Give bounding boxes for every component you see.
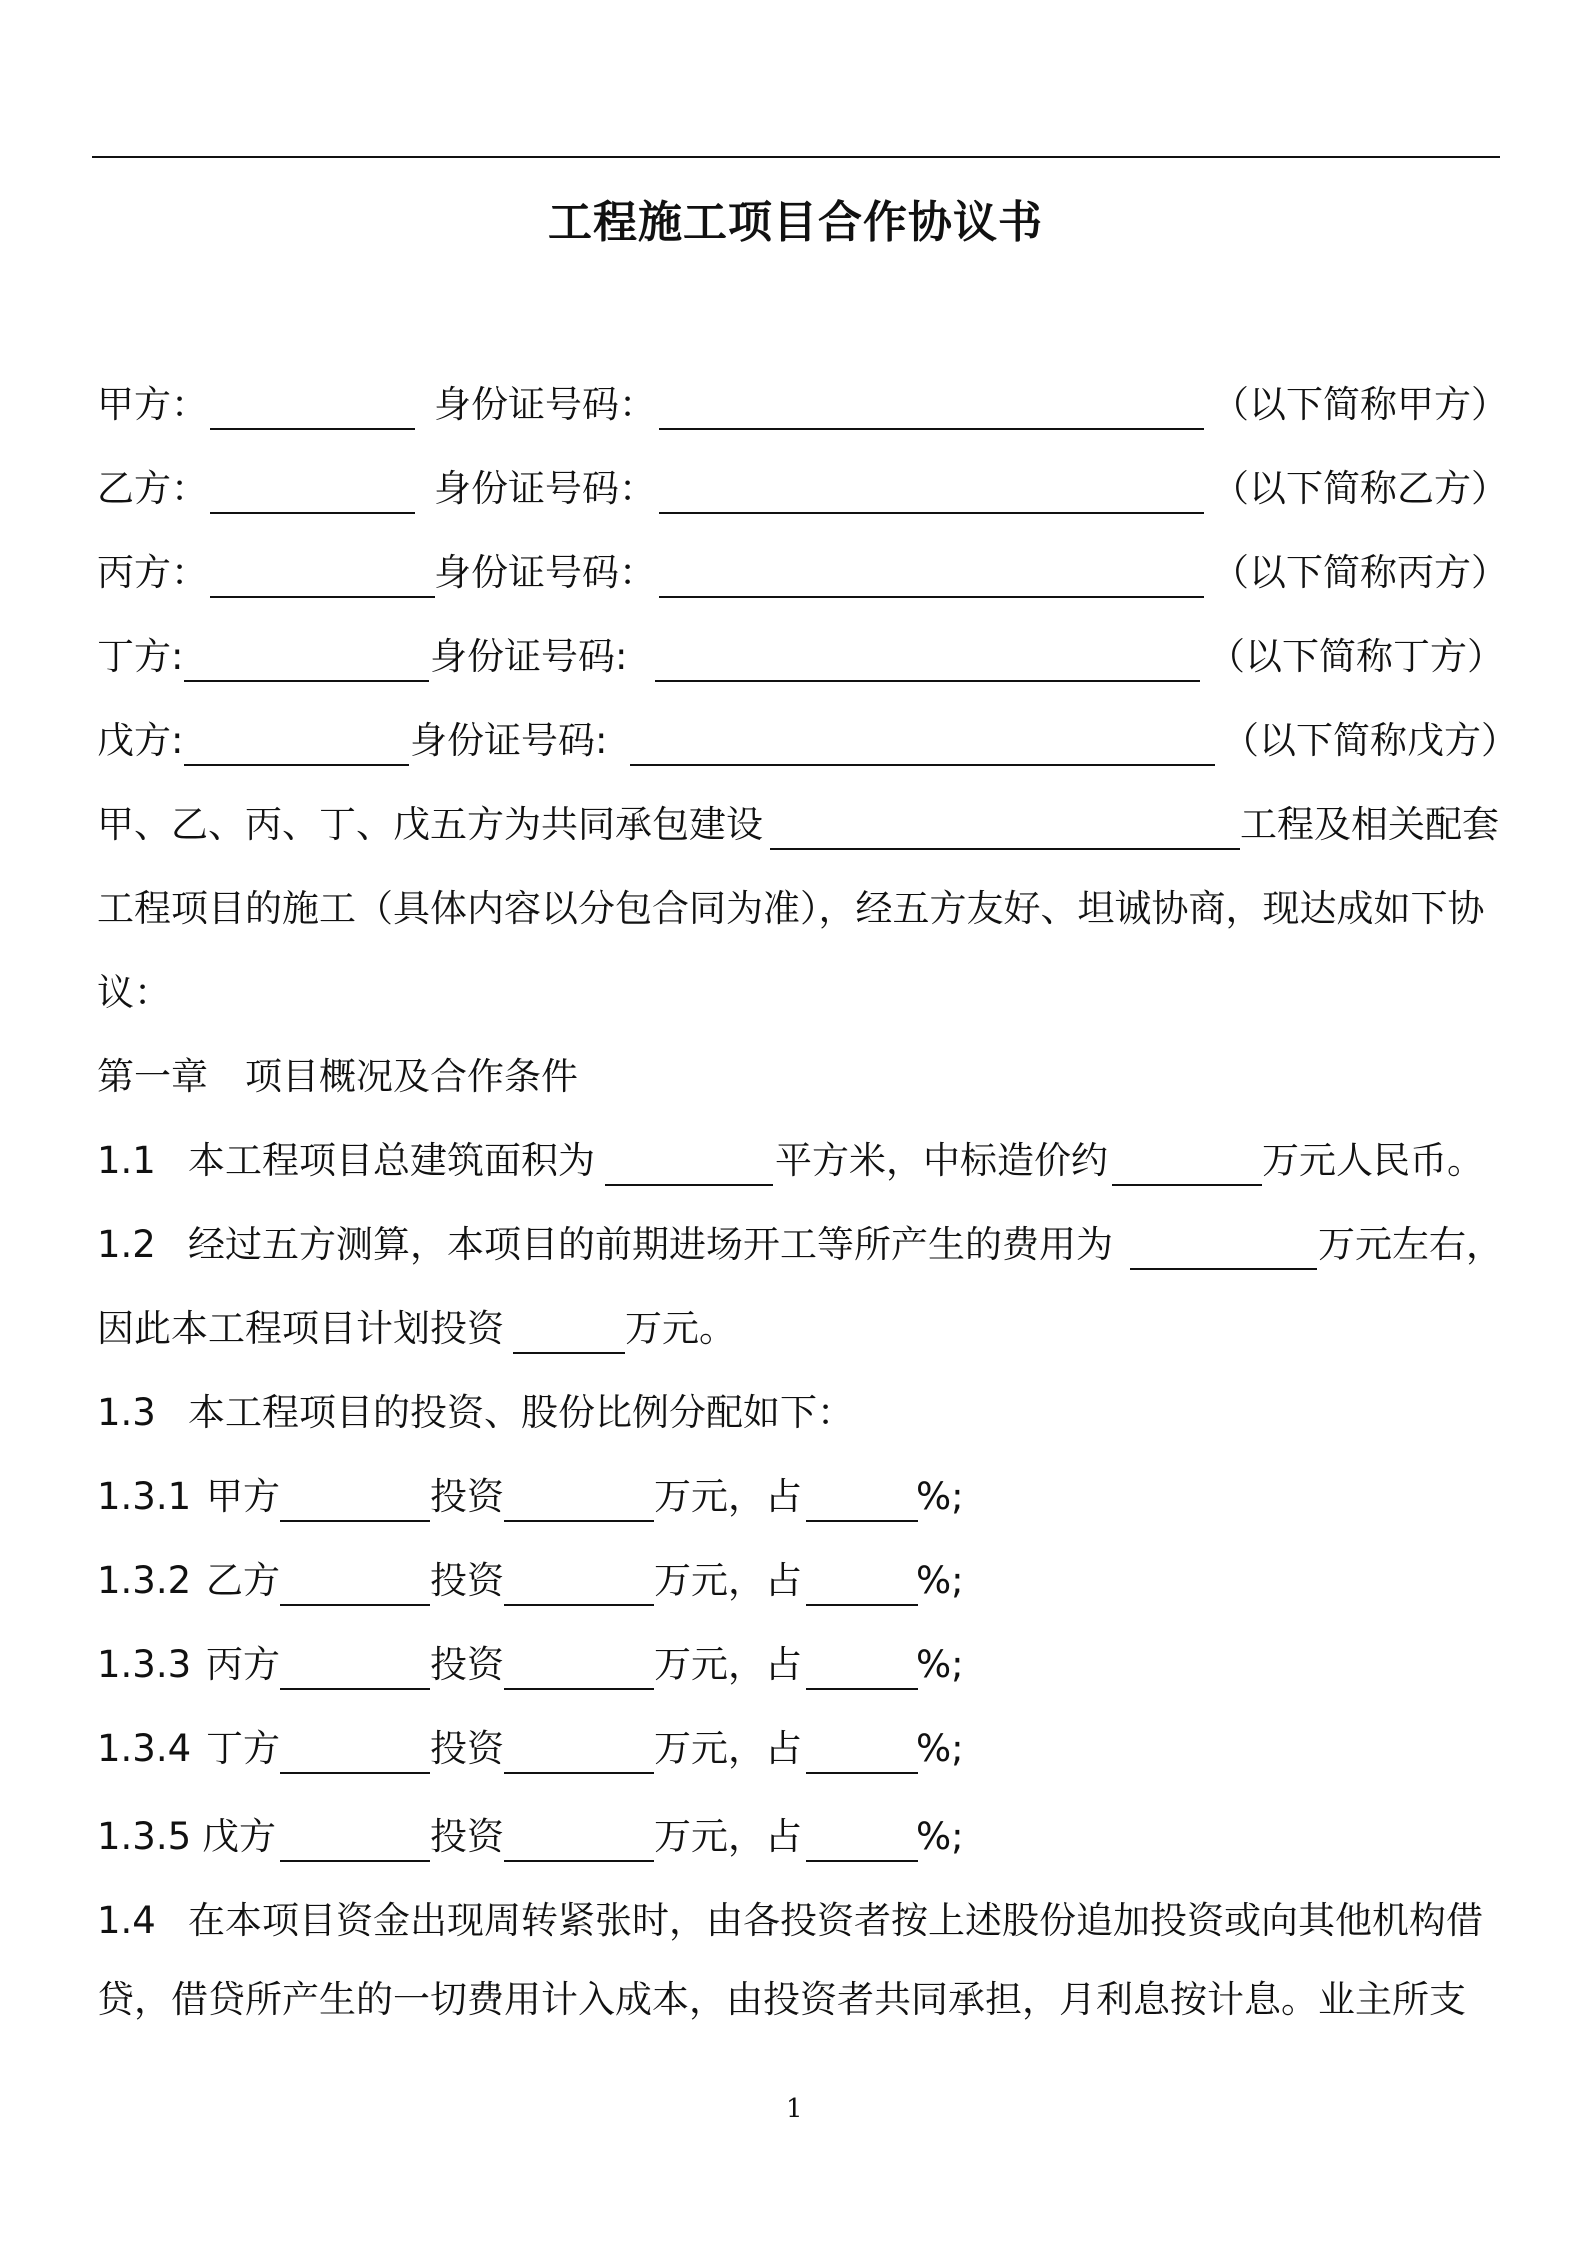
id-number-blank[interactable] [659, 512, 1204, 514]
share-invest-label: 投资 [430, 1643, 504, 1686]
party-name-blank[interactable] [210, 428, 415, 430]
share-amount-blank[interactable] [504, 1772, 654, 1774]
party-name-blank[interactable] [184, 680, 429, 682]
clause-text: 万元。 [625, 1307, 736, 1350]
share-unit-label: 万元，占 [654, 1475, 802, 1518]
share-party: 丙方 [206, 1643, 280, 1686]
share-amount-blank[interactable] [504, 1688, 654, 1690]
share-party: 丁方 [206, 1727, 280, 1770]
share-amount-blank[interactable] [504, 1520, 654, 1522]
party-label: 乙方： [97, 467, 208, 510]
clause-text: 因此本工程项目计划投资 [97, 1307, 504, 1350]
page-number: 1 [786, 2094, 803, 2124]
clause-number: 1.2 [97, 1223, 156, 1266]
clause-number: 1.3 [97, 1391, 156, 1434]
id-label: 身份证号码： [434, 383, 656, 426]
share-party: 戊方 [202, 1815, 276, 1858]
clause-number: 1.4 [97, 1899, 156, 1942]
party-suffix: （以下简称丙方） [1212, 551, 1508, 594]
startup-cost-blank[interactable] [1130, 1268, 1317, 1270]
share-percent-sign: %; [916, 1727, 964, 1770]
project-name-blank[interactable] [770, 848, 1240, 850]
share-number: 1.3.5 [97, 1815, 192, 1858]
share-invest-label: 投资 [430, 1815, 504, 1858]
party-suffix: （以下简称甲方） [1212, 383, 1508, 426]
share-name-blank[interactable] [280, 1604, 430, 1606]
share-unit-label: 万元，占 [654, 1643, 802, 1686]
share-name-blank[interactable] [280, 1520, 430, 1522]
clause-text: 贷，借贷所产生的一切费用计入成本，由投资者共同承担，月利息按计息。业主所支 [97, 1978, 1466, 2021]
share-party: 乙方 [206, 1559, 280, 1602]
header-rule [92, 156, 1500, 158]
share-amount-blank[interactable] [504, 1860, 654, 1862]
share-number: 1.3.3 [97, 1643, 192, 1686]
planned-investment-blank[interactable] [513, 1352, 625, 1354]
id-label: 身份证号码： [434, 467, 656, 510]
share-unit-label: 万元，占 [654, 1559, 802, 1602]
share-name-blank[interactable] [280, 1860, 430, 1862]
intro-line-2: 工程项目的施工（具体内容以分包合同为准），经五方友好、坦诚协商，现达成如下协 [97, 887, 1485, 930]
share-invest-label: 投资 [430, 1727, 504, 1770]
share-amount-blank[interactable] [504, 1604, 654, 1606]
share-unit-label: 万元，占 [654, 1727, 802, 1770]
party-label: 丙方： [97, 551, 208, 594]
share-percent-sign: %; [916, 1475, 964, 1518]
id-number-blank[interactable] [659, 428, 1204, 430]
party-label: 戊方: [97, 719, 184, 762]
id-number-blank[interactable] [655, 680, 1200, 682]
share-number: 1.3.1 [97, 1475, 192, 1518]
clause-number: 1.1 [97, 1139, 156, 1182]
clause-text: 本工程项目总建筑面积为 [188, 1139, 595, 1182]
share-name-blank[interactable] [280, 1772, 430, 1774]
chapter-heading: 第一章 项目概况及合作条件 [97, 1055, 578, 1098]
share-percent-blank[interactable] [806, 1688, 918, 1690]
share-number: 1.3.2 [97, 1559, 192, 1602]
share-percent-sign: %; [916, 1559, 964, 1602]
party-name-blank[interactable] [210, 512, 415, 514]
clause-text: 万元人民币。 [1262, 1139, 1484, 1182]
party-label: 甲方： [97, 383, 208, 426]
share-party: 甲方 [206, 1475, 280, 1518]
area-blank[interactable] [605, 1184, 773, 1186]
id-label: 身份证号码： [434, 551, 656, 594]
intro-text-1: 甲、乙、丙、丁、戊五方为共同承包建设 [97, 803, 763, 846]
share-name-blank[interactable] [280, 1688, 430, 1690]
share-percent-blank[interactable] [806, 1860, 918, 1862]
clause-text: 平方米，中标造价约 [775, 1139, 1108, 1182]
intro-text-2: 工程及相关配套 [1240, 803, 1499, 846]
party-label: 丁方: [97, 635, 184, 678]
share-invest-label: 投资 [430, 1475, 504, 1518]
intro-line-3: 议： [97, 971, 171, 1014]
share-percent-blank[interactable] [806, 1520, 918, 1522]
share-percent-sign: %; [916, 1643, 964, 1686]
id-label: 身份证号码: [410, 719, 608, 762]
bid-price-blank[interactable] [1112, 1184, 1262, 1186]
party-suffix: （以下简称乙方） [1212, 467, 1508, 510]
clause-text: 经过五方测算，本项目的前期进场开工等所产生的费用为 [188, 1223, 1113, 1266]
id-number-blank[interactable] [659, 596, 1204, 598]
document-title: 工程施工项目合作协议书 [548, 197, 1043, 248]
share-invest-label: 投资 [430, 1559, 504, 1602]
clause-text: 本工程项目的投资、股份比例分配如下： [188, 1391, 854, 1434]
share-number: 1.3.4 [97, 1727, 192, 1770]
share-unit-label: 万元，占 [654, 1815, 802, 1858]
id-label: 身份证号码: [430, 635, 628, 678]
party-suffix: （以下简称戊方） [1222, 719, 1518, 762]
party-name-blank[interactable] [210, 596, 435, 598]
id-number-blank[interactable] [630, 764, 1215, 766]
share-percent-sign: %; [916, 1815, 964, 1858]
party-suffix: （以下简称丁方） [1208, 635, 1504, 678]
clause-text: 在本项目资金出现周转紧张时，由各投资者按上述股份追加投资或向其他机构借 [188, 1899, 1483, 1942]
share-percent-blank[interactable] [806, 1772, 918, 1774]
share-percent-blank[interactable] [806, 1604, 918, 1606]
clause-text: 万元左右， [1318, 1223, 1503, 1266]
party-name-blank[interactable] [184, 764, 409, 766]
